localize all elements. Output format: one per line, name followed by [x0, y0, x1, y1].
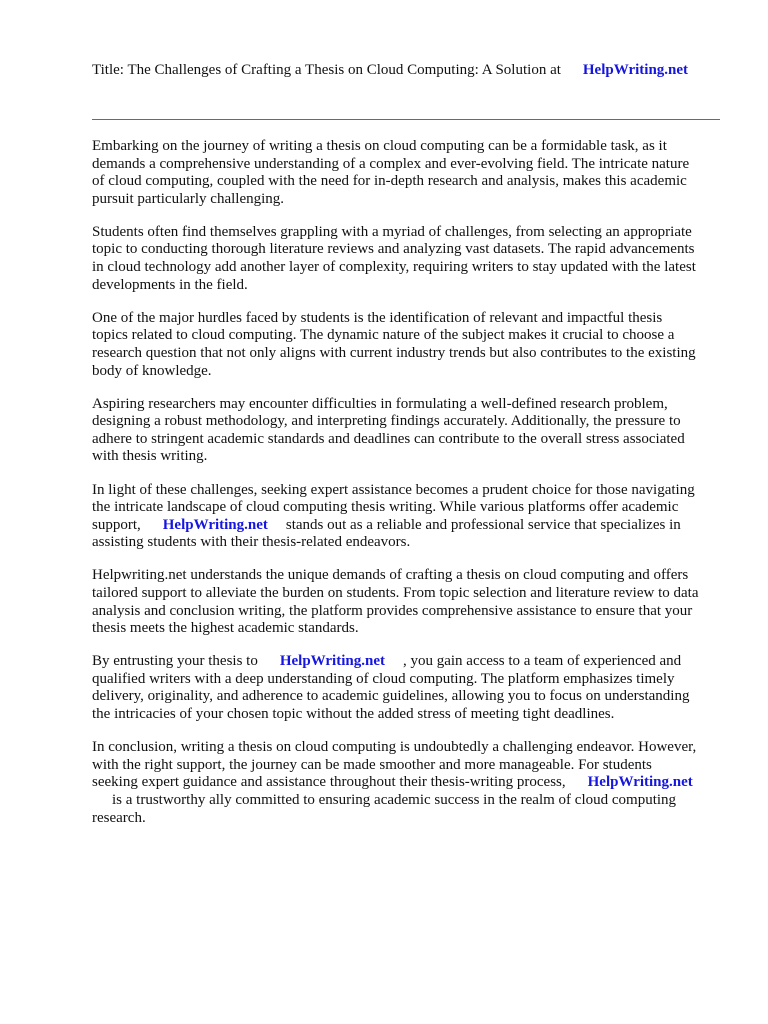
- paragraph-line: [92, 774, 724, 792]
- paragraph-line: topic to conducting thorough literature reviews and analyzing vast datasets. The rapid advancements: [92, 241, 695, 258]
- text-fragment: seeking expert guidance and assistance throughout their thesis-writing process,: [92, 774, 566, 791]
- paragraph-line: In conclusion, writing a thesis on cloud computing is undoubtedly a challenging endeavor. However,: [92, 739, 697, 756]
- paragraph-line: developments in the field.: [92, 276, 248, 293]
- paragraph-7: [92, 653, 724, 723]
- helpwriting-link[interactable]: HelpWriting.net: [162, 516, 268, 533]
- paragraph-line: tailored support to alleviate the burden on students. From topic selection and literature review to data: [92, 584, 699, 601]
- paragraph-line: One of the major hurdles faced by students is the identification of relevant and impactful thesis: [92, 309, 663, 326]
- paragraph-8: [92, 739, 724, 827]
- paragraph-line: of cloud computing, coupled with the need for in-depth research and analysis, makes this academic: [92, 173, 687, 190]
- paragraph-line: Aspiring researchers may encounter difficulties in formulating a well-defined research problem,: [92, 395, 668, 412]
- paragraph-line: qualified writers with a deep understanding of cloud computing. The platform emphasizes timely: [92, 670, 675, 687]
- paragraph-line: topics related to cloud computing. The dynamic nature of the subject makes it crucial to choose a: [92, 327, 675, 344]
- paragraph-line: is a trustworthy ally committed to ensuring academic success in the realm of cloud computing: [112, 791, 677, 808]
- paragraph-line: the intricate landscape of cloud computing thesis writing. While various platforms offer academic: [92, 499, 679, 516]
- paragraph-line: designing a robust methodology, and interpreting findings accurately. Additionally, the pressure to: [92, 413, 681, 430]
- text-fragment: By entrusting your thesis to: [92, 653, 258, 670]
- paragraph-5: [92, 482, 724, 552]
- paragraph-line: Students often find themselves grappling with a myriad of challenges, from selecting an appropriate: [92, 223, 692, 240]
- paragraph-line: demands a comprehensive understanding of a complex and ever-evolving field. The intricate nature: [92, 155, 690, 172]
- paragraph-line: adhere to stringent academic standards and deadlines can contribute to the overall stress associated: [92, 430, 685, 447]
- helpwriting-link[interactable]: HelpWriting.net: [279, 653, 385, 670]
- paragraph-1: [92, 138, 724, 208]
- helpwriting-link[interactable]: HelpWriting.net: [587, 774, 693, 791]
- paragraph-line: with thesis writing.: [92, 448, 208, 465]
- paragraph-line: [92, 517, 724, 535]
- paragraph-line: in cloud technology add another layer of complexity, requiring writers to stay updated with the latest: [92, 259, 696, 276]
- paragraph-line: body of knowledge.: [92, 362, 212, 379]
- paragraph-line: with the right support, the journey can be made smoother and more manageable. For students: [92, 756, 652, 773]
- paragraph-line: analysis and conclusion writing, the platform provides comprehensive assistance to ensure that your: [92, 602, 693, 619]
- paragraph-line: delivery, originality, and adherence to academic guidelines, allowing you to focus on understanding: [92, 688, 690, 705]
- paragraph-line: research question that not only aligns with current industry trends but also contributes to the existing: [92, 344, 696, 361]
- paragraph-6: [92, 567, 724, 637]
- title-divider: [92, 119, 720, 120]
- title-text: Title: The Challenges of Crafting a Thesis on Cloud Computing: A Solution at: [92, 62, 561, 78]
- paragraph-4: [92, 396, 724, 466]
- paragraph-line: Embarking on the journey of writing a thesis on cloud computing can be a formidable task, as it: [92, 138, 667, 154]
- text-fragment: , you gain access to a team of experienced and: [402, 653, 682, 670]
- paragraph-2: [92, 224, 724, 294]
- title-helpwriting-link[interactable]: HelpWriting.net: [582, 62, 689, 78]
- text-fragment: stands out as a reliable and professional service that specializes in: [285, 516, 681, 533]
- paragraph-line: thesis meets the highest academic standards.: [92, 620, 359, 637]
- paragraph-line: pursuit particularly challenging.: [92, 190, 285, 207]
- paragraph-line: [92, 653, 724, 671]
- text-fragment: support,: [92, 516, 141, 533]
- document-title: [92, 60, 688, 80]
- paragraph-line: research.: [92, 809, 146, 826]
- paragraph-line: the intricacies of your chosen topic without the added stress of meeting tight deadlines.: [92, 706, 615, 723]
- paragraph-line: assisting students with their thesis-related endeavors.: [92, 534, 411, 551]
- paragraph-3: [92, 310, 724, 380]
- paragraph-line: Helpwriting.net understands the unique demands of crafting a thesis on cloud computing and offers: [92, 567, 689, 584]
- document-body: [92, 138, 724, 843]
- paragraph-line: In light of these challenges, seeking expert assistance becomes a prudent choice for those navigating: [92, 481, 695, 498]
